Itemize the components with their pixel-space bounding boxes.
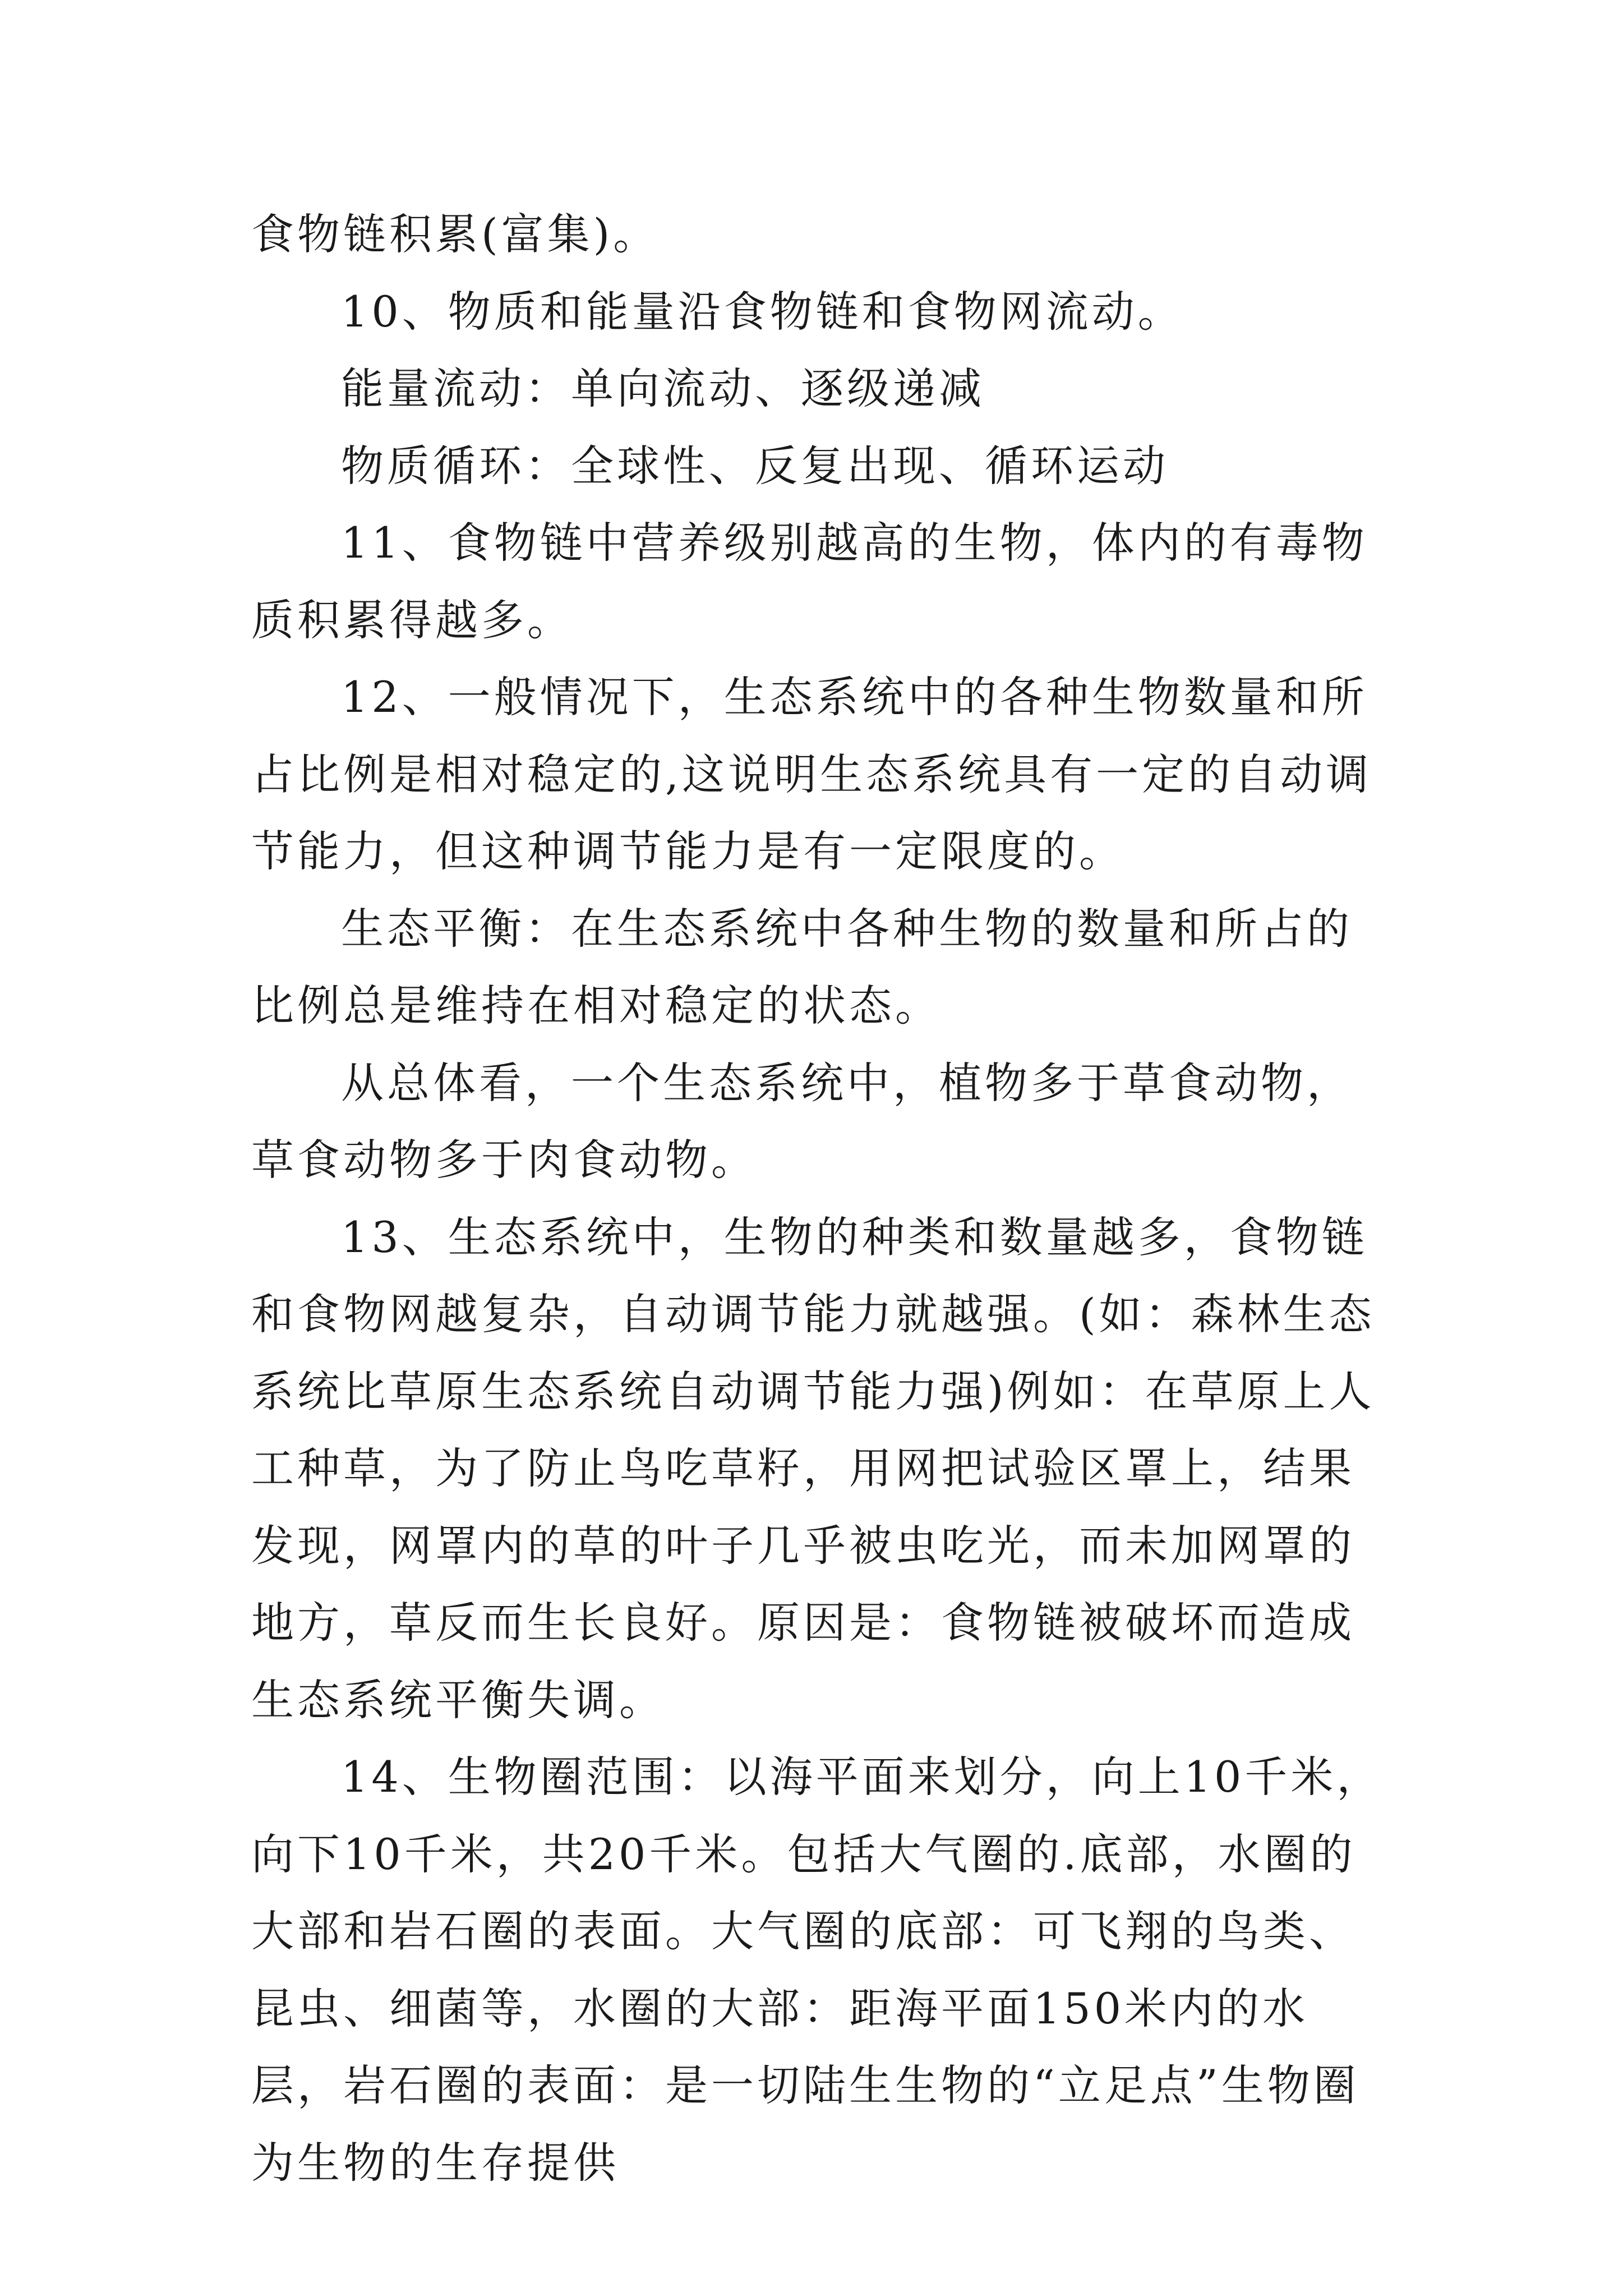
paragraph-item-12: 12、一般情况下，生态系统中的各种生物数量和所占比例是相对稳定的,这说明生态系统具有一定的自动调节能力，但这种调节能力是有一定限度的。 [251, 672, 1372, 876]
paragraph-matter-cycle: 物质循环：全球性、反复出现、循环运动 [341, 440, 1169, 491]
document-body [251, 196, 1386, 2201]
paragraph-item-14: 14、生物圈范围：以海平面来划分，向上10千米，向下10千米，共20千米。包括大气圈的.底部，水圈的大部和岩石圈的表面。大气圈的底部：可飞翔的鸟类、昆虫、细菌等，水圈的大部：距海平面150米内的水层，岩石圈的表面：是一切陆生生物的“立足点”生物圈为生物的生存提供 [251, 1752, 1383, 2188]
paragraph-ecological-balance: 生态平衡：在生态系统中各种生物的数量和所占的比例总是维持在相对稳定的状态。 [251, 903, 1353, 1030]
paragraph-item-13: 13、生态系统中，生物的种类和数量越多，食物链和食物网越复杂，自动调节能力就越强。(如：森林生态系统比草原生态系统自动调节能力强)例如：在草原上人工种草，为了防止鸟吃草籽，用网把试验区罩上，结果发现，网罩内的草的叶子几乎被虫吃光，而未加网罩的地方，草反而生长良好。原因是：食物链被破坏而造成生态系统平衡失调。 [251, 1212, 1375, 1725]
paragraph-item-10: 10、物质和能量沿食物链和食物网流动。 [341, 286, 1184, 337]
paragraph-continuation: 食物链积累(富集)。 [251, 209, 660, 259]
paragraph-overall-view: 从总体看，一个生态系统中，植物多于草食动物，草食动物多于肉食动物。 [251, 1057, 1353, 1185]
paragraph-energy-flow: 能量流动：单向流动、逐级递减 [341, 364, 985, 413]
paragraph-item-11: 11、食物链中营养级别越高的生物，体内的有毒物质积累得越多。 [251, 518, 1368, 645]
